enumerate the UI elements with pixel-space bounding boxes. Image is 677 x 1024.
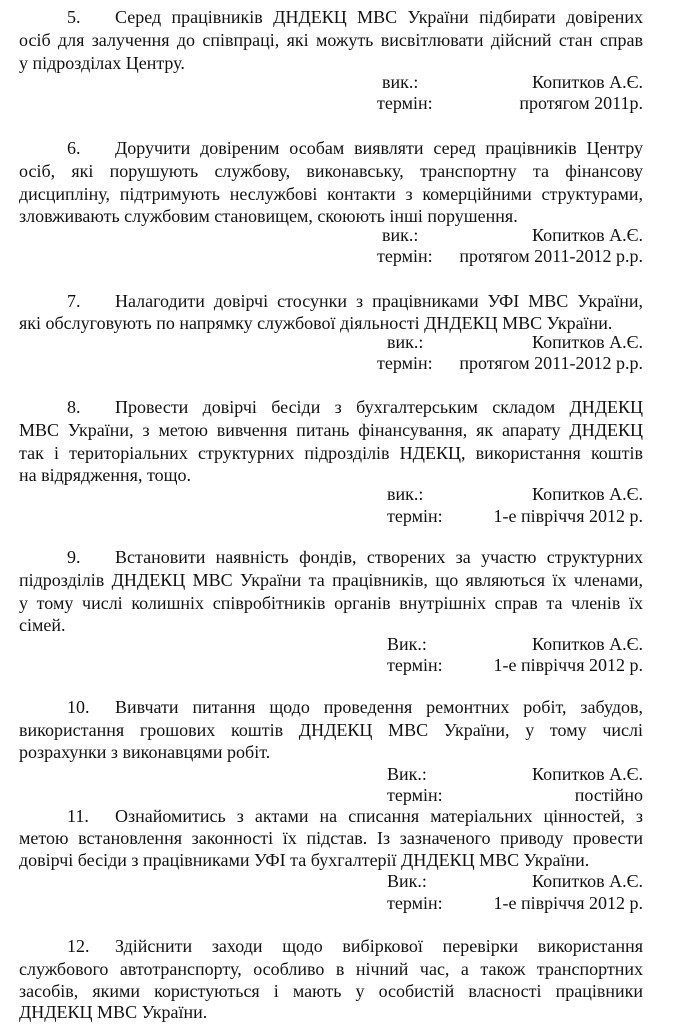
term-value: 1-е півріччя 2012 р. bbox=[493, 655, 643, 675]
term-label: термін: bbox=[387, 655, 443, 675]
item-number: 9. bbox=[67, 547, 81, 567]
term-label: термін: bbox=[377, 353, 433, 373]
item-text-line: осіб для залучення до співпраці, які можуть висвітлювати дійсний стан справ bbox=[19, 30, 643, 50]
term-label: термін: bbox=[387, 506, 443, 526]
term-label: термін: bbox=[377, 246, 433, 266]
item-text-line: Налагодити довірчі стосунки з працівниками УФІ МВС України, bbox=[115, 291, 643, 311]
item-text-line: підрозділів ДНДЕКЦ МВС України та працівників, що являються їх членами, bbox=[19, 570, 643, 590]
executor-value: Копитков А.Є. bbox=[532, 484, 643, 504]
item-text-line: у підрозділах Центру. bbox=[19, 53, 185, 73]
term-value: протягом 2011р. bbox=[519, 93, 643, 113]
executor-value: Копитков А.Є. bbox=[532, 72, 643, 92]
item-text-line: сімей. bbox=[19, 615, 66, 635]
item-text-line: МВС України, з метою вивчення питань фінансування, як апарату ДНДЕКЦ bbox=[19, 420, 643, 440]
executor-label: Вик.: bbox=[387, 764, 427, 784]
item-text-line: засобів, якими користуються і мають у особистій власності працівники bbox=[19, 981, 643, 1001]
executor-value: Копитков А.Є. bbox=[532, 871, 643, 891]
item-text-line: дисципліну, підтримують неслужбові контакти з комерційними структурами, bbox=[19, 184, 643, 204]
item-number: 8. bbox=[67, 397, 81, 417]
item-text-line: Серед працівників ДНДЕКЦ МВС України підбирати довірених bbox=[115, 7, 643, 27]
item-text-line: використання грошових коштів ДНДЕКЦ МВС України, у тому числі bbox=[19, 720, 643, 740]
item-number: 6. bbox=[67, 138, 81, 158]
item-text-line: Вивчати питання щодо проведення ремонтних робіт, забудов, bbox=[115, 697, 643, 717]
executor-label: вик.: bbox=[387, 484, 424, 504]
executor-value: Копитков А.Є. bbox=[532, 764, 643, 784]
item-text-line: метою встановлення законності їх підстав. Із зазначеного приводу провести bbox=[19, 828, 643, 848]
executor-value: Копитков А.Є. bbox=[532, 634, 643, 654]
item-text-line: у тому числі колишніх співробітників органів внутрішніх справ та членів їх bbox=[19, 593, 643, 613]
item-text-line: розрахунки з виконавцями робіт. bbox=[19, 742, 271, 762]
executor-value: Копитков А.Є. bbox=[532, 225, 643, 245]
term-label: термін: bbox=[387, 785, 443, 805]
item-number: 11. bbox=[67, 806, 89, 826]
executor-label: Вик.: bbox=[387, 871, 427, 891]
item-text-line: так і територіальних структурних підрозділів НДЕКЦ, використання коштів bbox=[19, 443, 643, 463]
item-text-line: зловживають службовим становищем, скоюють інші порушення. bbox=[19, 206, 518, 226]
item-text-line: Ознайомитись з актами на списання матеріальних цінностей, з bbox=[115, 806, 643, 826]
item-text-line: Доручити довіреним особам виявляти серед працівників Центру bbox=[115, 138, 643, 158]
executor-label: вик.: bbox=[382, 72, 419, 92]
executor-label: вик.: bbox=[387, 332, 424, 352]
item-text-line: які обслуговують по напрямку службової діяльності ДНДЕКЦ МВС України. bbox=[19, 313, 613, 333]
item-text-line: Провести довірчі бесіди з бухгалтерським складом ДНДЕКЦ bbox=[115, 397, 643, 417]
executor-label: Вик.: bbox=[387, 634, 427, 654]
term-value: постійно bbox=[574, 785, 643, 805]
item-text-line: ДНДЕКЦ МВС України. bbox=[19, 1002, 208, 1022]
executor-label: вик.: bbox=[382, 225, 419, 245]
item-text-line: осіб, які порушують службову, виконавську, транспортну та фінансову bbox=[19, 161, 643, 181]
term-value: протягом 2011-2012 р.р. bbox=[459, 353, 643, 373]
item-number: 7. bbox=[67, 291, 81, 311]
term-value: 1-е півріччя 2012 р. bbox=[493, 893, 643, 913]
item-text-line: Здійснити заходи щодо вибіркової перевірки використання bbox=[115, 936, 643, 956]
term-value: 1-е півріччя 2012 р. bbox=[493, 506, 643, 526]
item-text-line: довірчі бесіди з працівниками УФІ та бухгалтерії ДНДЕКЦ МВС України. bbox=[19, 850, 590, 870]
item-number: 10. bbox=[67, 697, 90, 717]
item-text-line: на відрядження, тощо. bbox=[19, 465, 191, 485]
term-value: протягом 2011-2012 р.р. bbox=[459, 246, 643, 266]
term-label: термін: bbox=[387, 893, 443, 913]
item-text-line: службового автотранспорту, особливо в нічний час, а також транспортних bbox=[19, 959, 643, 979]
executor-value: Копитков А.Є. bbox=[532, 332, 643, 352]
item-text-line: Встановити наявність фондів, створених за участю структурних bbox=[115, 547, 643, 567]
item-number: 5. bbox=[67, 7, 81, 27]
term-label: термін: bbox=[377, 93, 433, 113]
item-number: 12. bbox=[67, 936, 90, 956]
